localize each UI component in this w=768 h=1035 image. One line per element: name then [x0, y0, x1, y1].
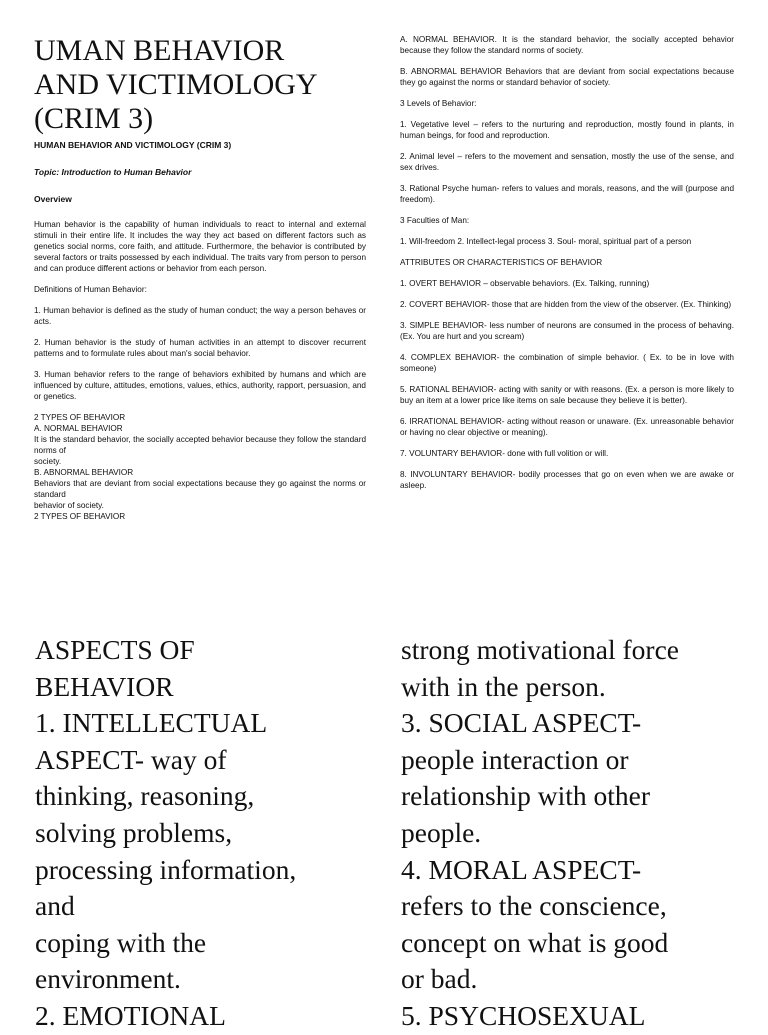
types-line: B. ABNORMAL BEHAVIOR [34, 468, 134, 477]
aspects-line: strong motivational force [401, 634, 679, 665]
right-column [400, 34, 734, 501]
aspects-line: and [35, 890, 75, 922]
course-subtitle: HUMAN BEHAVIOR AND VICTIMOLOGY (CRIM 3) [34, 140, 232, 150]
aspects-line: people interaction or [401, 743, 629, 775]
aspects-line: 5. PSYCHOSEXUAL [401, 999, 646, 1031]
level-item: 3. Rational Psyche human- refers to values and morals, reasons, and the will (purpose and freedom). [400, 184, 734, 204]
attributes-heading: ATTRIBUTES OR CHARACTERISTICS OF BEHAVIOR [400, 258, 603, 267]
aspects-line: thinking, reasoning, [35, 780, 255, 812]
aspects-line: with in the person. [401, 670, 606, 702]
aspects-line: 4. MORAL ASPECT- [401, 853, 642, 885]
aspects-line: people. [401, 816, 482, 848]
aspects-line: 1. INTELLECTUAL [35, 707, 268, 739]
aspects-right-column [401, 632, 741, 1035]
attribute-item: 3. SIMPLE BEHAVIOR- less number of neurons are consumed in the process of behaving. (Ex. You are hurt and you scream) [400, 321, 734, 341]
aspects-line: 3. SOCIAL ASPECT- [401, 707, 642, 739]
levels-heading: 3 Levels of Behavior: [400, 99, 477, 108]
types-line: A. NORMAL BEHAVIOR [34, 424, 123, 433]
aspects-line: or bad. [401, 963, 478, 995]
attribute-item: 5. RATIONAL BEHAVIOR- acting with sanity or with reasons. (Ex. a person is more likely to buy an item at a lower price like items on sale because they believe it is better). [400, 385, 734, 405]
left-column [34, 34, 366, 522]
attribute-item: 1. OVERT BEHAVIOR – observable behaviors. (Ex. Talking, running) [400, 279, 650, 288]
definition-item: 3. Human behavior refers to the range of behaviors exhibited by humans and which are influenced by culture, attitudes, emotions, values, ethics, authority, rapport, persuasion, and or genetics. [34, 370, 366, 401]
aspects-line: concept on what is good [401, 926, 669, 958]
types-line: It is the standard behavior, the socially accepted behavior because they follow the standard norms of [34, 435, 366, 455]
title-line: AND VICTIMOLOGY [34, 68, 318, 101]
types-line: Behaviors that are deviant from social expectations because they go against the norms or standard [34, 479, 366, 499]
attribute-item: 7. VOLUNTARY BEHAVIOR- done with full volition or will. [400, 449, 609, 458]
aspects-line: processing information, [35, 853, 297, 885]
definition-item: 2. Human behavior is the study of human activities in an attempt to discover recurrent patterns and to formulate rules about man's social behavior. [34, 338, 366, 358]
types-line: society. [34, 457, 62, 466]
aspects-line: ASPECT- way of [35, 743, 227, 775]
title-line: UMAN BEHAVIOR [34, 34, 285, 67]
attribute-item: 8. INVOLUNTARY BEHAVIOR- bodily processes that go on even when we are awake or asleep. [400, 470, 734, 490]
attribute-item: 2. COVERT BEHAVIOR- those that are hidden from the view of the observer. (Ex. Thinking) [400, 300, 732, 309]
topic-line: Topic: Introduction to Human Behavior [34, 167, 192, 177]
aspects-line: refers to the conscience, [401, 890, 667, 922]
types-block [34, 412, 366, 522]
level-item: 1. Vegetative level – refers to the nurturing and reproduction, mostly found in plants, in human beings, for food and reproduction. [400, 120, 734, 140]
faculties-list: 1. Will-freedom 2. Intellect-legal process 3. Soul- moral, spiritual part of a person [400, 237, 692, 246]
overview-heading: Overview [34, 194, 72, 204]
types-line: behavior of society. [34, 501, 104, 510]
definitions-heading: Definitions of Human Behavior: [34, 285, 147, 294]
faculties-heading: 3 Faculties of Man: [400, 216, 470, 225]
aspects-line: BEHAVIOR [35, 670, 174, 702]
types-line: 2 TYPES OF BEHAVIOR [34, 512, 126, 521]
normal-behavior-paragraph: A. NORMAL BEHAVIOR. It is the standard behavior, the socially accepted behavior because they follow the standard norms of society. [400, 35, 734, 55]
aspects-line: solving problems, [35, 816, 233, 848]
level-item: 2. Animal level – refers to the movement and sensation, mostly the use of the sense, and sex drives. [400, 152, 734, 172]
aspects-line: ASPECTS OF [35, 634, 195, 665]
title-line: (CRIM 3) [34, 102, 154, 135]
attribute-item: 4. COMPLEX BEHAVIOR- the combination of simple behavior. ( Ex. to be in love with someone) [400, 353, 734, 373]
aspects-line: coping with the [35, 926, 207, 958]
definition-item: 1. Human behavior is defined as the study of human conduct; the way a person behaves or acts. [34, 306, 366, 326]
types-line: 2 TYPES OF BEHAVIOR [34, 413, 126, 422]
aspects-page [0, 628, 768, 1031]
document-title [34, 34, 366, 136]
abnormal-behavior-paragraph: B. ABNORMAL BEHAVIOR Behaviors that are deviant from social expectations because they go against the norms or standard behavior of society. [400, 67, 734, 87]
aspects-line: relationship with other [401, 780, 650, 812]
aspects-left-column [35, 632, 365, 1035]
attribute-item: 6. IRRATIONAL BEHAVIOR- acting without reason or unaware. (Ex. unreasonable behavior or having no clear objective or meaning). [400, 417, 734, 437]
aspects-line: environment. [35, 963, 181, 995]
overview-paragraph: Human behavior is the capability of human individuals to react to internal and external stimuli in their entire life. It includes the way they act based on different factors such as genetics social norms, core faith, and attitude. Furthermore, the behavior is contributed by several factors or traits possessed by each individual. The traits vary from person to person and can produce different actions or behavior from each person. [34, 220, 366, 273]
aspects-line: 2. EMOTIONAL [35, 999, 226, 1031]
